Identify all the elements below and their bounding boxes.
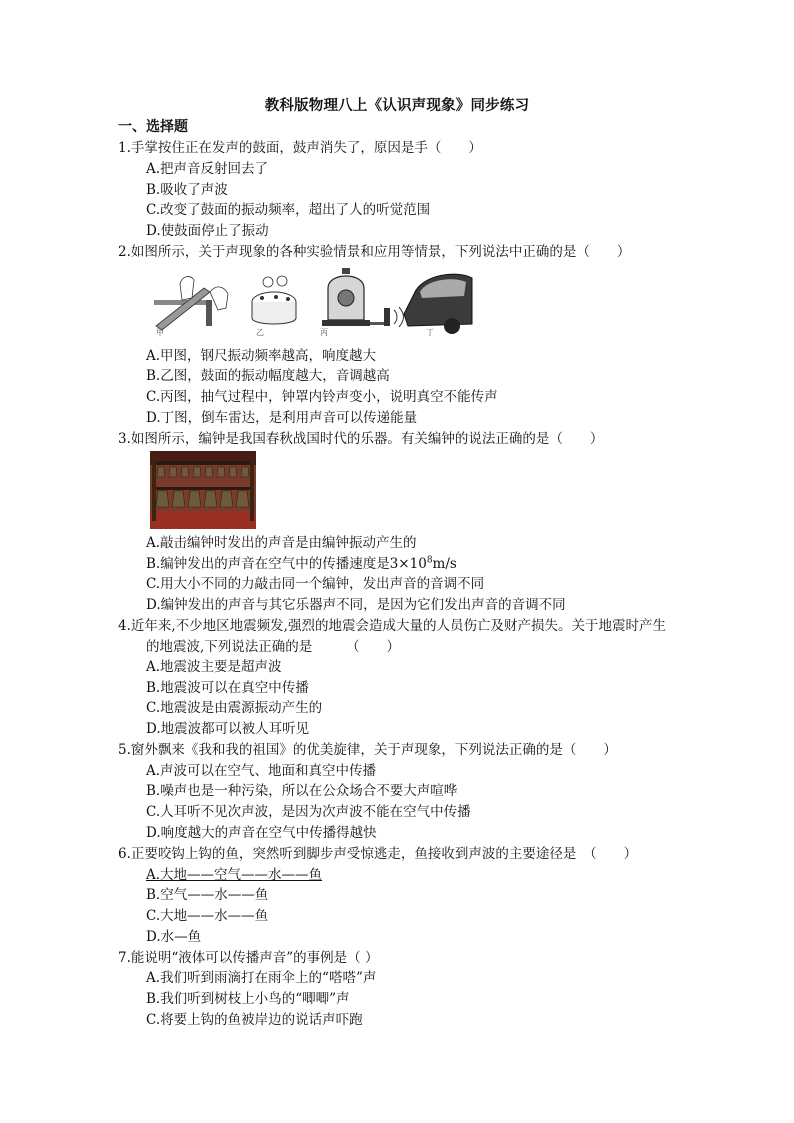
page-title: 教科版物理八上《认识声现象》同步练习: [264, 97, 530, 114]
question-2-option-b[interactable]: B.乙图，鼓面的振动幅度越大，音调越高: [146, 368, 390, 384]
question-5-option-d[interactable]: D.响度越大的声音在空气中传播得越快: [146, 825, 377, 841]
question-5-option-b[interactable]: B.噪声也是一种污染，所以在公众场合不要大声喧哗: [146, 783, 458, 799]
question-3-stem: 3.如图所示，编钟是我国春秋战国时代的乐器。有关编钟的说法正确的是（ ）: [118, 431, 604, 447]
question-4-stem-continued: 的地震波,下列说法正确的是 （ ）: [146, 639, 401, 655]
bianzhong-bells-image: [150, 451, 256, 529]
question-3-option-b-text: B.编钟发出的声音在空气中的传播速度是: [146, 556, 390, 572]
question-1-option-c[interactable]: C.改变了鼓面的振动频率，超出了人的听觉范围: [146, 202, 431, 218]
question-1-option-b[interactable]: B.吸收了声波: [146, 182, 228, 198]
sound-speed-exponent: 8: [426, 555, 433, 566]
question-3-option-b[interactable]: [146, 554, 457, 574]
figure-label-ding: 丁: [426, 328, 434, 337]
question-5-option-a[interactable]: A.声波可以在空气、地面和真空中传播: [146, 763, 377, 779]
question-7-stem: 7.能说明“液体可以传播声音”的事例是（ ）: [118, 950, 379, 966]
sound-speed-value: 3×10: [389, 556, 427, 572]
ruler-experiment-drawing: [154, 277, 228, 330]
drum-experiment-drawing: [252, 276, 296, 324]
question-3-option-c[interactable]: C.用大小不同的力敲击同一个编钟，发出声音的音调不同: [146, 576, 485, 592]
question-4-option-a[interactable]: A.地震波主要是超声波: [146, 659, 282, 675]
question-2-option-a[interactable]: A.甲图，钢尺振动频率越高，响度越大: [146, 348, 377, 364]
question-1-option-d[interactable]: D.使鼓面停止了振动: [146, 223, 269, 239]
car-reversing-radar-drawing: [384, 274, 472, 334]
question-2-stem: 2.如图所示，关于声现象的各种实验情景和应用等情景，下列说法中正确的是（ ）: [118, 244, 631, 260]
bianzhong-photo: [150, 451, 256, 529]
sound-speed-unit: m/s: [432, 556, 457, 572]
question-6-stem: 6.正要咬钩上钩的鱼，突然听到脚步声受惊逃走，鱼接收到声波的主要途径是 （ ）: [118, 846, 638, 862]
figure-label-yi: 乙: [256, 328, 264, 337]
question-6-option-d[interactable]: D.水—鱼: [146, 929, 202, 945]
question-2-figure: [152, 264, 474, 342]
question-1-stem: 1.手掌按住正在发声的鼓面，鼓声消失了，原因是手（ ）: [118, 140, 482, 156]
question-4-stem: 4.近年来,不少地区地震频发,强烈的地震会造成大量的人员伤亡及财产损失。关于地震时产生: [118, 618, 666, 634]
question-3-option-a[interactable]: A.敲击编钟时发出的声音是由编钟振动产生的: [146, 535, 417, 551]
question-7-option-c[interactable]: C.将要上钩的鱼被岸边的说话声吓跑: [146, 1012, 363, 1028]
figure-label-bing: 丙: [320, 328, 328, 337]
question-4-option-d[interactable]: D.地震波都可以被人耳听见: [146, 721, 310, 737]
question-4-option-c[interactable]: C.地震波是由震源振动产生的: [146, 700, 323, 716]
question-7-option-b[interactable]: B.我们听到树枝上小鸟的“唧唧”声: [146, 991, 350, 1007]
question-2-option-d[interactable]: D.丁图，倒车雷达，是利用声音可以传递能量: [146, 410, 418, 426]
question-5-stem: 5.窗外飘来《我和我的祖国》的优美旋律，关于声现象，下列说法正确的是（ ）: [118, 742, 617, 758]
question-7-option-a[interactable]: A.我们听到雨滴打在雨伞上的“嗒嗒”声: [146, 970, 377, 986]
question-6-option-b[interactable]: B.空气——水——鱼: [146, 887, 269, 903]
question-4-option-b[interactable]: B.地震波可以在真空中传播: [146, 680, 309, 696]
question-6-option-a[interactable]: A.大地——空气——水——鱼: [146, 867, 323, 883]
question-3-option-d[interactable]: D.编钟发出的声音与其它乐器声不同，是因为它们发出声音的音调不同: [146, 597, 566, 613]
bell-jar-experiment-drawing: [322, 268, 386, 326]
question-5-option-c[interactable]: C.人耳听不见次声波，是因为次声波不能在空气中传播: [146, 804, 471, 820]
section-heading: 一、选择题: [118, 119, 188, 135]
question-1-option-a[interactable]: A.把声音反射回去了: [146, 161, 269, 177]
figure-label-jia: 甲: [156, 328, 164, 337]
question-2-option-c[interactable]: C.丙图，抽气过程中，钟罩内铃声变小，说明真空不能传声: [146, 389, 498, 405]
question-6-option-c[interactable]: C.大地——水——鱼: [146, 908, 269, 924]
